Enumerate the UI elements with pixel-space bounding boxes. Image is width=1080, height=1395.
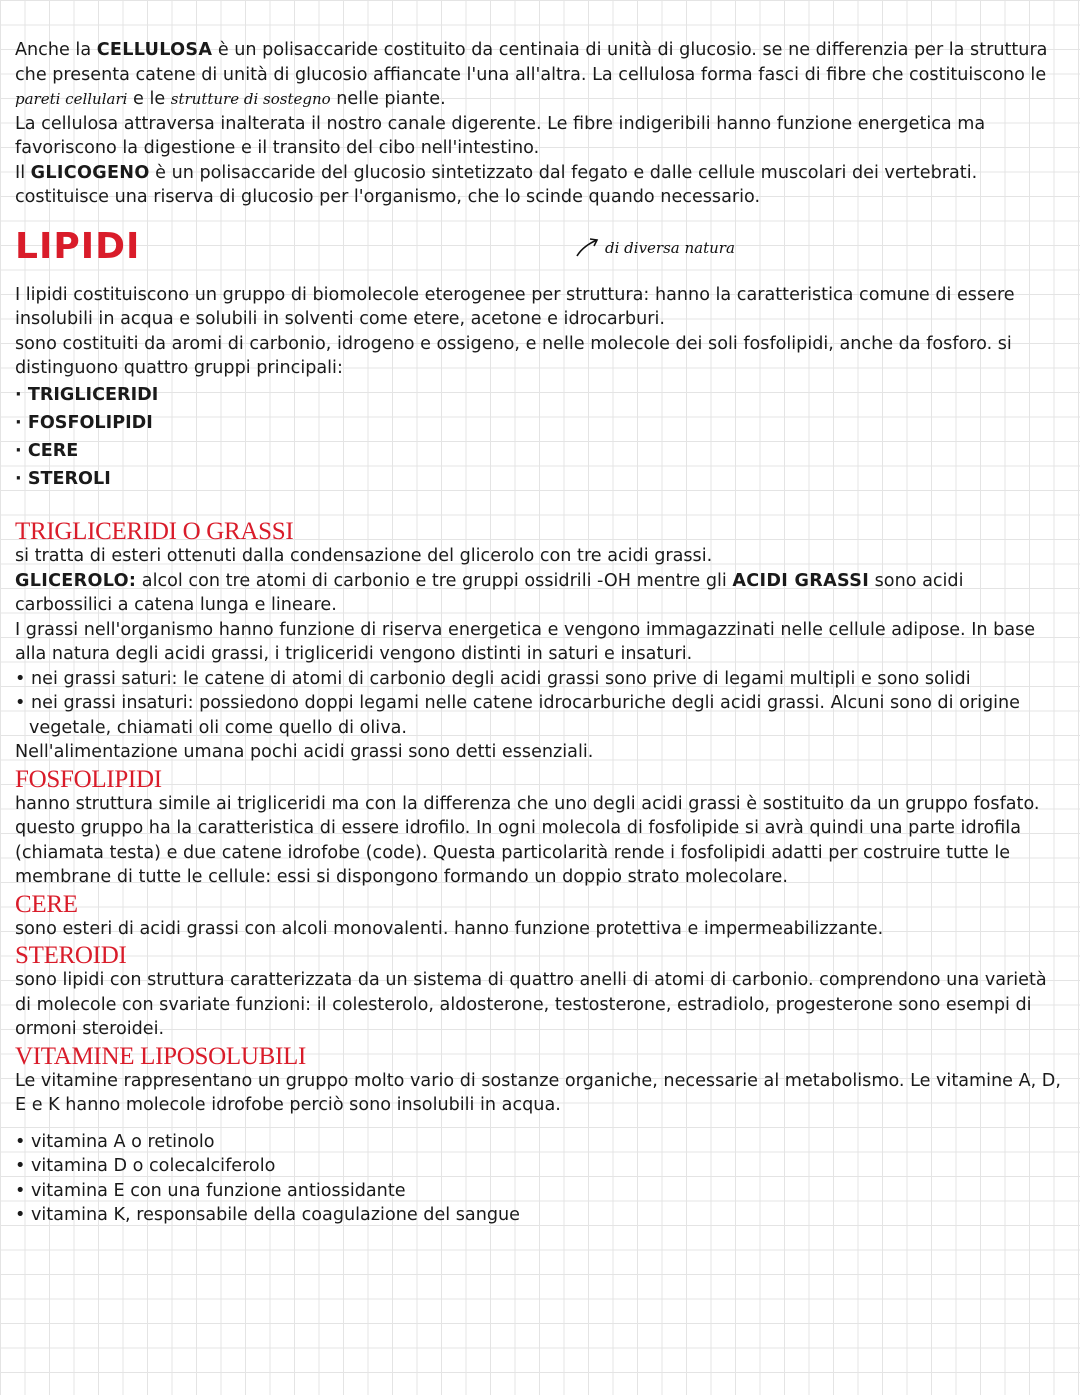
list-item: • vitamina K, responsabile della coagulazione del sangue bbox=[15, 1203, 1065, 1228]
steroidi-paragraph: sono lipidi con struttura caratterizzata da un sistema di quattro anelli di atomi di carbonio. comprendono una varietà di molecole con svariate funzioni: il colesterolo, aldosterone, testosterone, estradiolo, progesterone sono esempi di ormoni steroidei. bbox=[15, 970, 1047, 1039]
list-item: • vitamina E con una funzione antiossidante bbox=[15, 1179, 1065, 1204]
handwritten-note-strutture: strutture di sostegno bbox=[170, 90, 331, 108]
list-item: • nei grassi saturi: le catene di atomi di carbonio degli acidi grassi sono prive di legami multipli e sono solidi bbox=[15, 667, 1065, 692]
fosfolipidi-heading: FOSFOLIPIDI bbox=[15, 765, 162, 793]
annotation-arrow-icon bbox=[575, 236, 603, 258]
keyword-glicerolo: GLICEROLO: bbox=[15, 570, 137, 591]
essenziali-paragraph: Nell'alimentazione umana pochi acidi grassi sono detti essenziali. bbox=[15, 742, 594, 762]
lipidi-composition-paragraph: sono costituiti da aromi di carbonio, idrogeno e ossigeno, e nelle molecole dei soli fosfolipidi, anche da fosforo. si distinguono quattro gruppi principali: bbox=[15, 333, 1012, 378]
cere-heading: CERE bbox=[15, 890, 78, 918]
notes-page bbox=[15, 38, 1065, 1228]
fosfolipidi-paragraph: hanno struttura simile ai trigliceridi ma con la differenza che uno degli acidi grassi è sostituito da un gruppo fosfato. questo gruppo ha la caratteristica di essere idrofilo. In ogni molecola di fosfolipide si avrà quindi una parte idrofila (chiamata testa) e due catene idrofobe (code). Questa particolarità rende i fosfolipidi adatti per costruire tutte le membrane di tutte le cellule: essi si dispongono formando un doppio strato molecolare. bbox=[15, 793, 1040, 887]
lipidi-intro-paragraph: I lipidi costituiscono un gruppo di biomolecole eterogenee per struttura: hanno la caratteristica comune di essere insolubili in acqua e solubili in solventi come etere, acetone e idrocarburi. bbox=[15, 284, 1015, 329]
cere-paragraph: sono esteri di acidi grassi con alcoli monovalenti. hanno funzione protettiva e impermeabilizzante. bbox=[15, 918, 884, 939]
grassi-function-paragraph: I grassi nell'organismo hanno funzione di riserva energetica e vengono immagazzinati nelle cellule adipose. In base alla natura degli acidi grassi, i trigliceridi vengono distinti in saturi e insaturi. bbox=[15, 619, 1036, 664]
list-item: • vitamina A o retinolo bbox=[15, 1130, 1065, 1155]
lipid-groups-list bbox=[15, 381, 1065, 493]
keyword-glicogeno: GLICOGENO bbox=[30, 162, 150, 183]
saturi-insaturi-list bbox=[15, 667, 1065, 741]
keyword-acidi-grassi: ACIDI GRASSI bbox=[732, 570, 870, 591]
cellulosa-paragraph: Anche la CELLULOSA è un polisaccaride costituito da centinaia di unità di glucosio. se ne differenzia per la struttura che presenta catene di unità di glucosio affiancate l'una all'altra. La cellulosa forma fasci di fibre che costituiscono le pareti cellulari e le strutture di sostegno nelle piante. bbox=[15, 40, 1048, 109]
glicogeno-paragraph: Il GLICOGENO è un polisaccaride del glucosio sintetizzato dal fegato e dalle cellule muscolari dei vertebrati. costituisce una riserva di glucosio per l'organismo, che lo scinde quando necessario. bbox=[15, 162, 978, 207]
list-item: • nei grassi insaturi: possiedono doppi legami nelle catene idrocarburiche degli acidi grassi. Alcuni sono di origine vegetale, chiamati oli come quello di oliva. bbox=[15, 691, 1065, 740]
list-item: • vitamina D o colecalciferolo bbox=[15, 1154, 1065, 1179]
handwritten-note-pareti: pareti cellulari bbox=[15, 90, 128, 108]
vitamine-paragraph: Le vitamine rappresentano un gruppo molto vario di sostanze organiche, necessarie al metabolismo. Le vitamine A, D, E e K hanno molecole idrofobe perciò sono insolubili in acqua. bbox=[15, 1070, 1061, 1115]
trigliceridi-def-paragraph: si tratta di esteri ottenuti dalla condensazione del glicerolo con tre acidi grassi. bbox=[15, 546, 713, 566]
vitamine-list bbox=[15, 1130, 1065, 1228]
glicerolo-paragraph: GLICEROLO: alcol con tre atomi di carbonio e tre gruppi ossidrili -OH mentre gli ACIDI GRASSI sono acidi carbossilici a catena lunga e lineare. bbox=[15, 570, 964, 615]
list-item: · FOSFOLIPIDI bbox=[15, 409, 1065, 437]
list-item: · STEROLI bbox=[15, 465, 1065, 493]
list-item: · CERE bbox=[15, 437, 1065, 465]
cellulosa-digestion-paragraph: La cellulosa attraversa inalterata il nostro canale digerente. Le fibre indigeribili hanno funzione energetica ma favoriscono la digestione e il transito del cibo nell'intestino. bbox=[15, 113, 986, 158]
lipidi-heading: LIPIDI di diversa natura bbox=[15, 222, 1065, 271]
handwritten-annotation: di diversa natura bbox=[605, 238, 735, 257]
list-item: · TRIGLICERIDI bbox=[15, 381, 1065, 409]
trigliceridi-heading: TRIGLICERIDI O GRASSI bbox=[15, 518, 294, 545]
steroidi-heading: STEROIDI bbox=[15, 942, 127, 969]
vitamine-heading: VITAMINE LIPOSOLUBILI bbox=[15, 1042, 306, 1070]
keyword-cellulosa: CELLULOSA bbox=[96, 40, 213, 60]
